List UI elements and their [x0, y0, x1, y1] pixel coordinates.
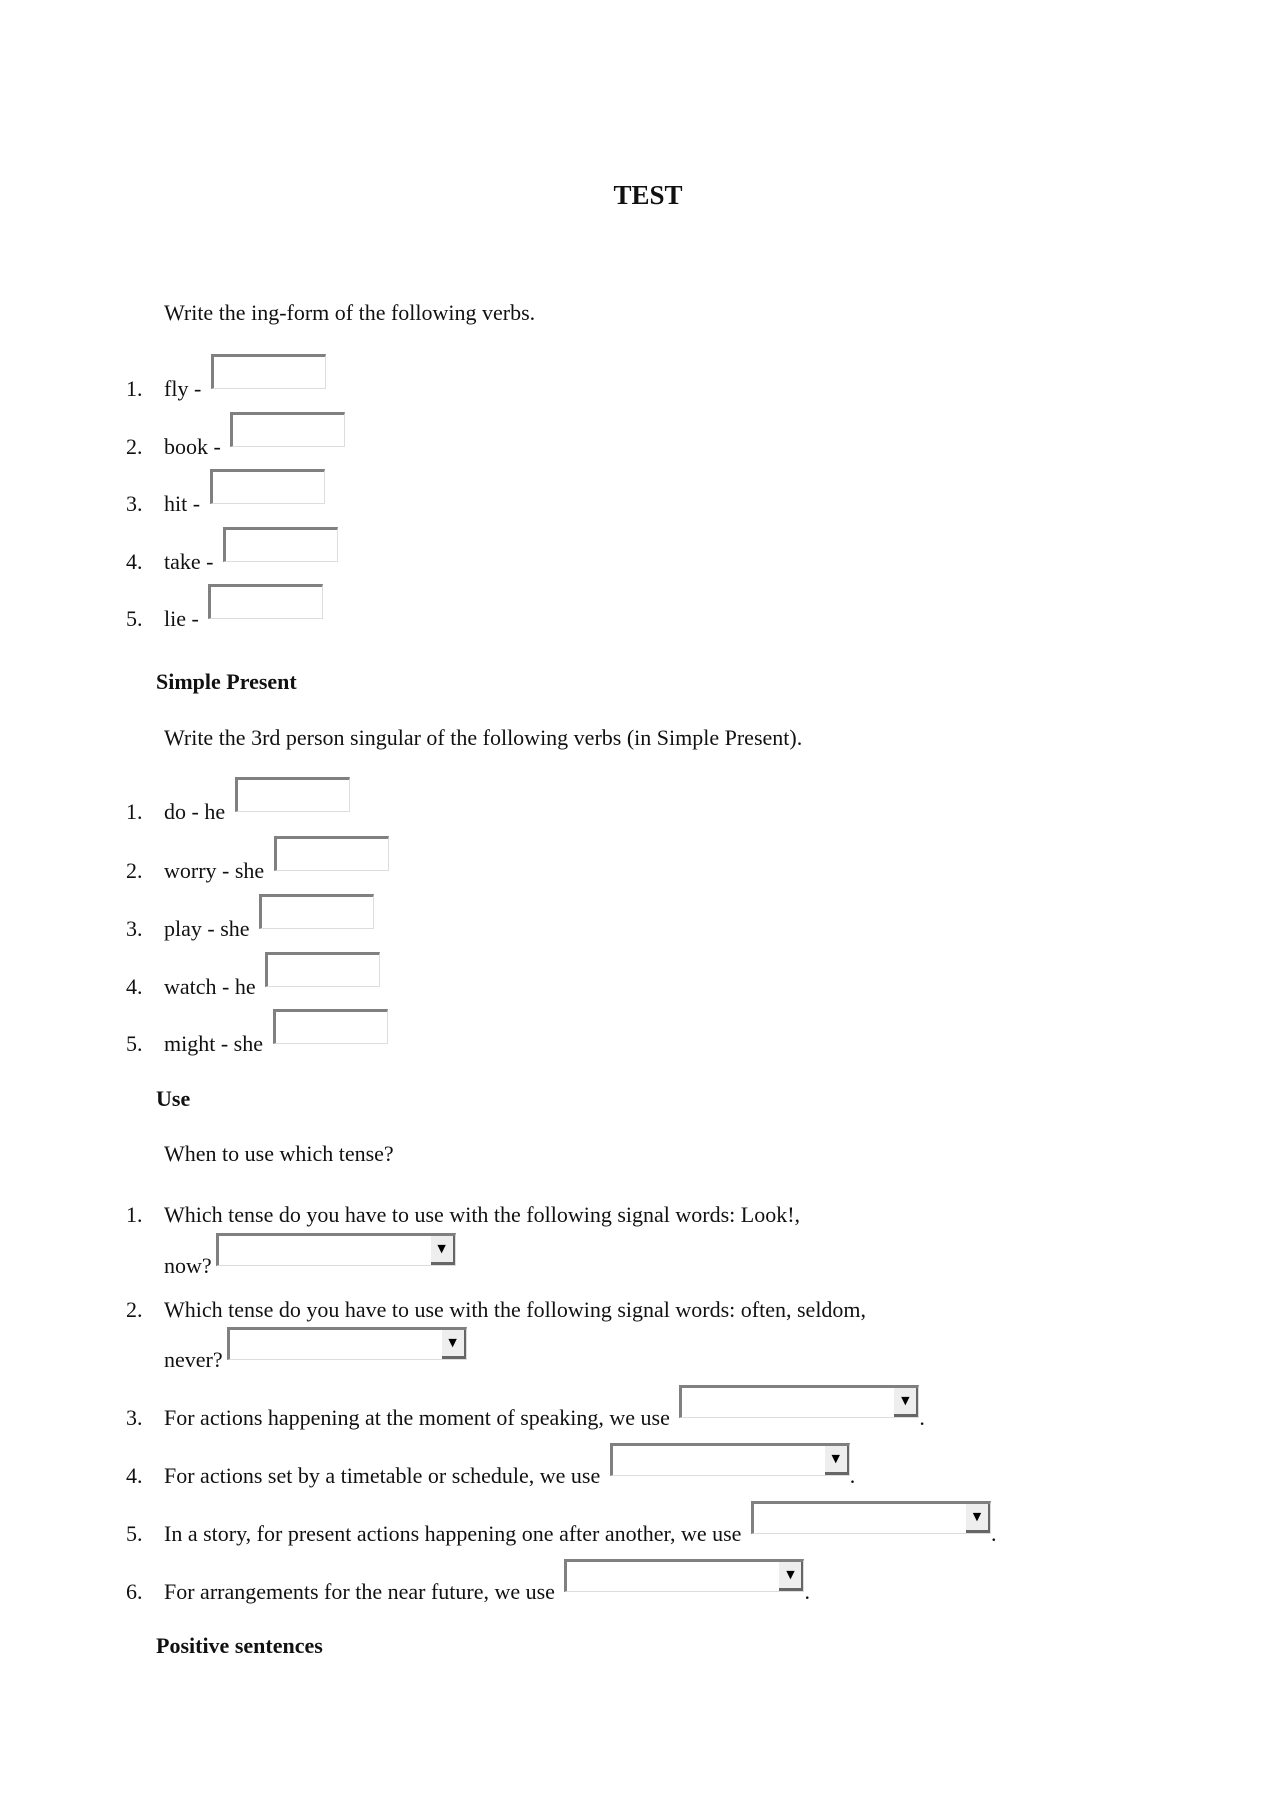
list-item [164, 900, 374, 958]
chevron-down-icon[interactable]: ▼ [966, 1504, 990, 1533]
chevron-down-icon[interactable]: ▼ [442, 1330, 466, 1359]
list-item [164, 1389, 925, 1447]
question-text: For actions happening at the moment of speaking, we use [164, 1405, 670, 1430]
item-number: 3. [126, 1405, 143, 1430]
tense-select[interactable] [754, 1521, 990, 1550]
item-number: 2. [126, 858, 143, 883]
item-label: do - he [164, 799, 226, 824]
tense-select[interactable] [230, 1347, 466, 1376]
answer-input-watch[interactable] [265, 952, 380, 987]
list-item [164, 958, 380, 1016]
list-item [164, 842, 389, 900]
item-number: 5. [126, 1031, 143, 1056]
list-item [164, 1015, 388, 1073]
answer-input-book[interactable] [230, 412, 345, 447]
item-number: 2. [126, 1297, 143, 1322]
question-text: For arrangements for the near future, we use [164, 1579, 555, 1604]
answer-input-do[interactable] [235, 777, 350, 812]
item-number: 5. [126, 1521, 143, 1546]
tense-dropdown-6[interactable] [564, 1559, 804, 1592]
item-label: fly - [164, 376, 202, 401]
chevron-down-icon[interactable]: ▼ [894, 1388, 918, 1417]
tense-select[interactable] [613, 1463, 849, 1492]
item-number: 5. [126, 606, 143, 631]
list-item [164, 590, 323, 648]
list-item [164, 783, 350, 841]
item-number: 1. [126, 376, 143, 401]
answer-input-take[interactable] [223, 527, 338, 562]
instruction-3rd-person: Write the 3rd person singular of the following verbs (in Simple Present). [164, 725, 803, 750]
period: . [804, 1579, 810, 1604]
answer-input-fly[interactable] [211, 354, 326, 389]
chevron-down-icon[interactable]: ▼ [825, 1446, 849, 1475]
item-number: 4. [126, 1463, 143, 1488]
tense-dropdown-4[interactable] [610, 1443, 850, 1476]
instruction-ing-form: Write the ing-form of the following verbs. [164, 300, 536, 325]
item-number: 4. [126, 549, 143, 574]
instruction-when-to-use: When to use which tense? [164, 1141, 394, 1166]
heading-use: Use [156, 1086, 191, 1111]
heading-positive-sentences: Positive sentences [156, 1633, 323, 1658]
period: . [919, 1405, 925, 1430]
chevron-down-icon[interactable]: ▼ [431, 1236, 455, 1265]
question-text: never? [164, 1347, 223, 1372]
question-text: Which tense do you have to use with the following signal words: Look!, [164, 1202, 801, 1227]
tense-dropdown-5[interactable] [751, 1501, 991, 1534]
item-number: 4. [126, 974, 143, 999]
list-item [164, 533, 338, 591]
tense-select[interactable] [567, 1579, 803, 1608]
item-label: play - she [164, 916, 250, 941]
list-item [164, 360, 326, 418]
tense-select[interactable] [682, 1405, 918, 1434]
answer-input-lie[interactable] [208, 584, 323, 619]
question-text: now? [164, 1253, 212, 1278]
tense-dropdown-2[interactable] [227, 1327, 467, 1360]
question-text: In a story, for present actions happening one after another, we use [164, 1521, 742, 1546]
item-number: 1. [126, 799, 143, 824]
period: . [990, 1521, 997, 1546]
tense-dropdown-1[interactable] [216, 1233, 456, 1266]
item-number: 3. [126, 491, 143, 516]
question-text: Which tense do you have to use with the following signal words: often, seldom, [164, 1297, 867, 1322]
item-label: worry - she [164, 858, 265, 883]
period: . [849, 1463, 856, 1488]
list-item [164, 475, 325, 533]
item-label: watch - he [164, 974, 256, 999]
answer-input-hit[interactable] [210, 469, 325, 504]
chevron-down-icon[interactable]: ▼ [779, 1562, 803, 1591]
heading-simple-present: Simple Present [156, 669, 297, 694]
item-label: take - [164, 549, 214, 574]
item-number: 3. [126, 916, 143, 941]
item-number: 2. [126, 434, 143, 459]
item-label: book - [164, 434, 221, 459]
list-item [164, 1505, 996, 1563]
list-item [164, 1447, 855, 1505]
tense-dropdown-3[interactable] [679, 1385, 919, 1418]
answer-input-worry[interactable] [274, 836, 389, 871]
item-label: hit - [164, 491, 201, 516]
answer-input-play[interactable] [259, 894, 374, 929]
item-label: might - she [164, 1031, 263, 1056]
item-number: 1. [126, 1202, 143, 1227]
list-item [164, 1563, 810, 1621]
answer-input-might[interactable] [273, 1009, 388, 1044]
item-number: 6. [126, 1579, 143, 1604]
page-title: TEST [613, 180, 683, 210]
tense-select[interactable] [219, 1253, 455, 1282]
list-item [164, 1331, 467, 1389]
list-item [164, 418, 345, 476]
question-text: For actions set by a timetable or schedule, we use [164, 1463, 601, 1488]
item-label: lie - [164, 606, 199, 631]
